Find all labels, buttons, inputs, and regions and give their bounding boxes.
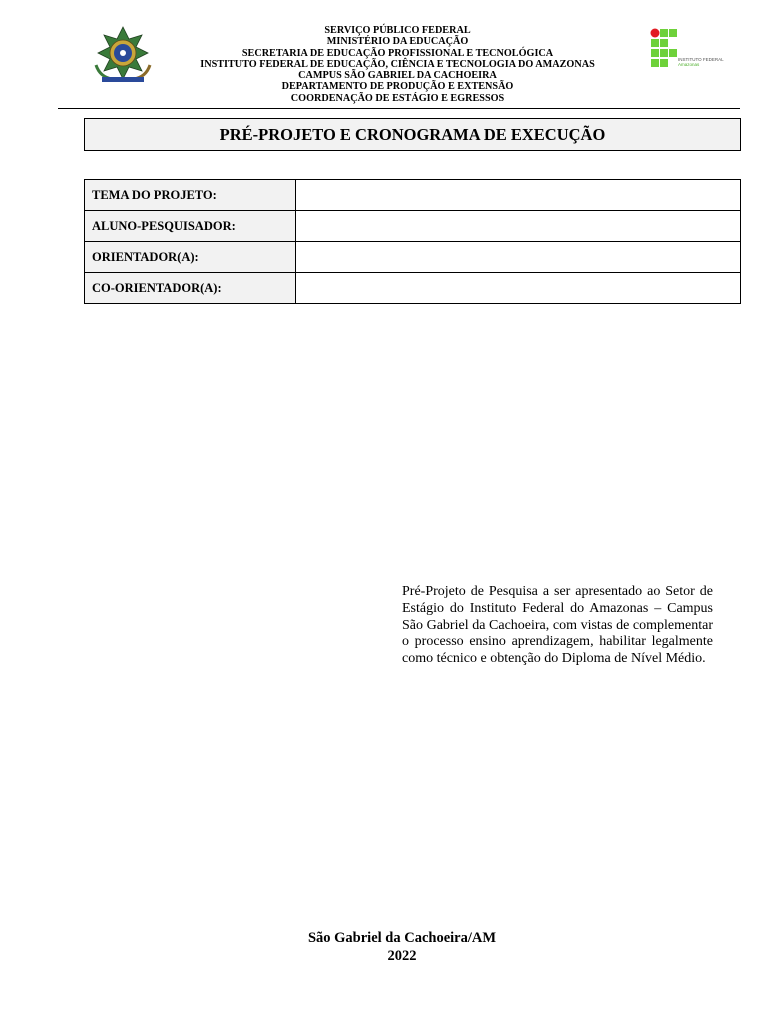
brazil-coat-of-arms-icon [90,25,156,85]
field-value-coorientador[interactable] [296,273,741,304]
table-row [85,180,741,211]
header-line: DEPARTAMENTO DE PRODUÇÃO E EXTENSÃO [281,81,514,93]
field-label-tema: TEMA DO PROJETO: [85,180,296,211]
header-line: MINISTÉRIO DA EDUCAÇÃO [326,36,469,48]
header-line: SERVIÇO PÚBLICO FEDERAL [324,25,471,36]
header-line: SECRETARIA DE EDUCAÇÃO PROFISSIONAL E TECNOLÓGICA [241,47,554,59]
project-info-table [84,179,741,304]
field-label-coorientador: CO-ORIENTADOR(A): [85,273,296,304]
field-label-aluno: ALUNO-PESQUISADOR: [85,211,296,242]
project-description: Pré-Projeto de Pesquisa a ser apresentado ao Setor de Estágio do Instituto Federal do Amazonas – Campus São Gabriel da Cachoeira, com vistas de complementar o processo ensino aprendizagem, habilitar legalmente como técnico e obtenção do Diploma de Nível Médio. [402,584,713,667]
table-row [85,242,741,273]
ifam-logo [650,28,724,74]
field-label-orientador: ORIENTADOR(A): [85,242,296,273]
field-value-aluno[interactable] [296,211,741,242]
field-value-orientador[interactable] [296,242,741,273]
footer [0,929,768,965]
footer-year: 2022 [387,948,417,964]
document-title: PRÉ-PROJETO E CRONOGRAMA DE EXECUÇÃO [84,118,741,151]
ifam-logo-subtext: Amazonas [678,62,700,67]
ifam-logo-icon [650,28,678,70]
table-row [85,273,741,304]
field-value-tema[interactable] [296,180,741,211]
header-divider [58,108,740,109]
header-line: CAMPUS SÃO GABRIEL DA CACHOEIRA [298,70,497,82]
footer-city: São Gabriel da Cachoeira/AM [307,930,497,946]
institution-header [160,25,635,104]
ifam-logo-text: INSTITUTO FEDERAL [678,57,724,62]
header-line: INSTITUTO FEDERAL DE EDUCAÇÃO, CIÊNCIA E TECNOLOGIA DO AMAZONAS [200,58,595,70]
table-row [85,211,741,242]
header-line: COORDENAÇÃO DE ESTÁGIO E EGRESSOS [290,92,505,104]
